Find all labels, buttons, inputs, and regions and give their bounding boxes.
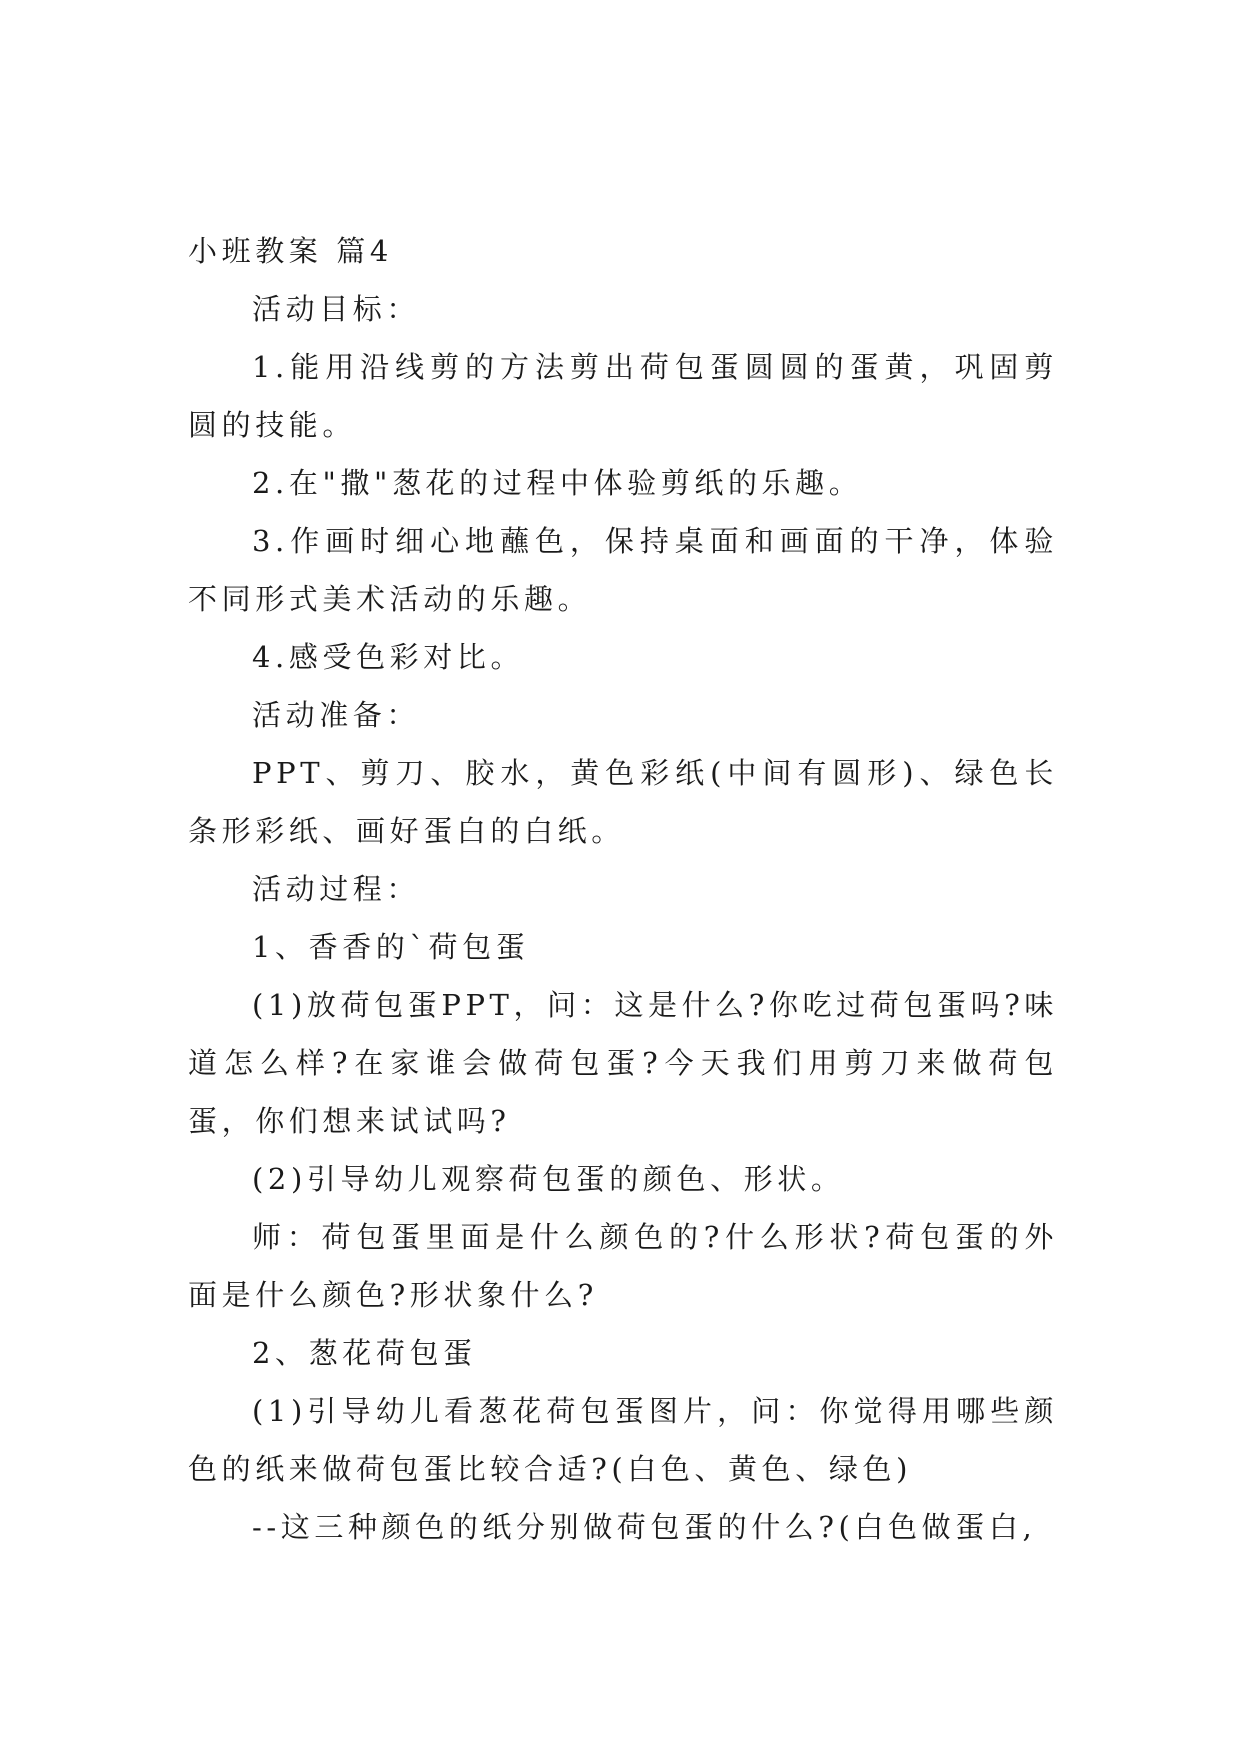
- document-title: 小班教案 篇4: [188, 234, 393, 268]
- paragraph-process-heading: 活动过程：: [252, 872, 421, 906]
- paragraph-goal-1: 1.能用沿线剪的方法剪出荷包蛋圆圆的蛋黄，巩固剪圆的技能。: [188, 350, 1058, 442]
- paragraph-step-1-part-1: (1)放荷包蛋PPT，问：这是什么?你吃过荷包蛋吗?味道怎么样?在家谁会做荷包蛋?今天我们用剪刀来做荷包蛋，你们想来试试吗?: [188, 988, 1058, 1138]
- paragraph-goal-2: 2.在"撒"葱花的过程中体验剪纸的乐趣。: [252, 466, 863, 500]
- paragraph-preparation-heading: 活动准备：: [252, 698, 421, 732]
- paragraph-step-2-question: --这三种颜色的纸分别做荷包蛋的什么?(白色做蛋白,: [252, 1510, 1037, 1544]
- paragraph-preparation-materials: PPT、剪刀、胶水，黄色彩纸(中间有圆形)、绿色长条形彩纸、画好蛋白的白纸。: [188, 756, 1058, 848]
- paragraph-step-1-heading: 1、香香的`荷包蛋: [252, 930, 530, 964]
- document-body: [188, 222, 1058, 1556]
- paragraph-activity-goals-heading: 活动目标：: [252, 292, 421, 326]
- paragraph-step-2-part-1: (1)引导幼儿看葱花荷包蛋图片，问：你觉得用哪些颜色的纸来做荷包蛋比较合适?(白色、黄色、绿色): [188, 1394, 1058, 1486]
- paragraph-step-1-part-2: (2)引导幼儿观察荷包蛋的颜色、形状。: [252, 1162, 845, 1196]
- paragraph-step-2-heading: 2、葱花荷包蛋: [252, 1336, 477, 1370]
- paragraph-goal-3: 3.作画时细心地蘸色，保持桌面和画面的干净，体验不同形式美术活动的乐趣。: [188, 524, 1058, 616]
- paragraph-goal-4: 4.感受色彩对比。: [252, 640, 525, 674]
- paragraph-teacher-question: 师：荷包蛋里面是什么颜色的?什么形状?荷包蛋的外面是什么颜色?形状象什么?: [188, 1220, 1058, 1312]
